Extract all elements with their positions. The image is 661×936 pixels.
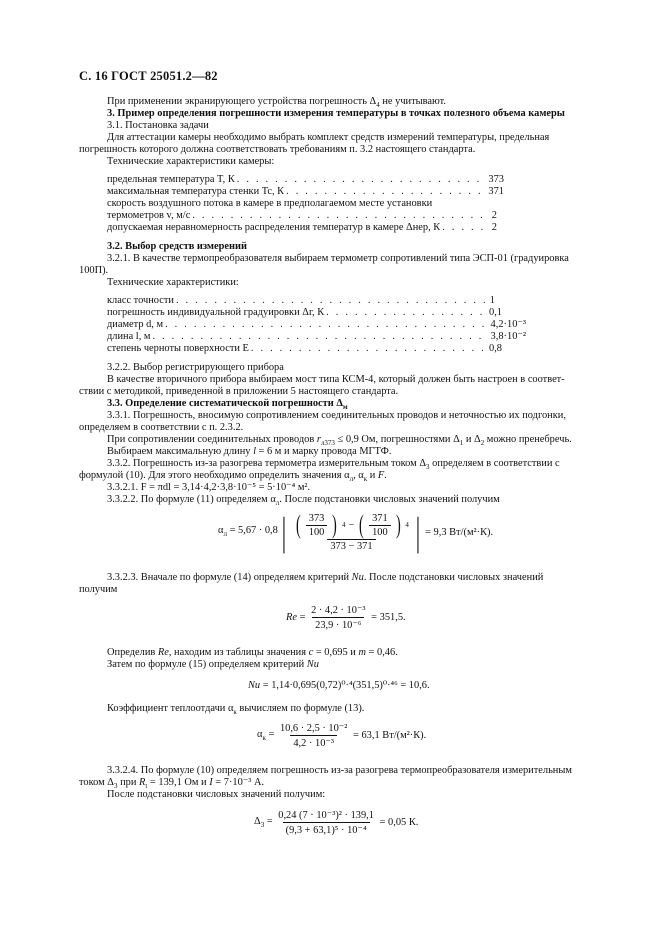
paragraph-3-2-1: 3.2.1. В качестве термопреобразователя выбираем термометр сопротивлений типа ЭСП-01 (градуировка xyxy=(107,253,569,264)
spec-row-wall-temp: максимальная температура стенки Tc, К . . . 371 xyxy=(107,186,504,198)
paragraph-3-3-2-4-cont: током $\Delta_3$ при $R_t = 139,1$ Ом и I = 7·10⁻³ А. xyxy=(79,777,265,791)
paragraph-attestation: Для аттестации камеры необходимо выбрать комплект средств измерений температуры, предельная xyxy=(107,132,550,143)
spec-row-nonuniformity: допускаемая неравномерность распределения температур в камере Δнер, К . . . 2 xyxy=(107,222,497,234)
paragraph-3-3-2-3: 3.3.2.3. Вначале по формуле (14) определяем критерий Nu. После подстановки числовых значений xyxy=(107,572,544,583)
paragraph-3-3-2-3-cont: получим xyxy=(79,584,118,595)
sensor-specs-title: Технические характеристики: xyxy=(107,277,239,288)
paragraph-3-2-1-cont: 100П). xyxy=(79,265,109,276)
section-3-2-heading: 3.2. Выбор средств измерений xyxy=(107,241,247,252)
paragraph-3-3-1: 3.3.1. Погрешность, вносимую сопротивлением соединительных проводов и неточностью их подгонки, xyxy=(107,410,566,421)
paragraph-shield: При применении экранирующего устройства погрешность $\Delta_4$ не учитывают. xyxy=(107,96,446,110)
section-3-3-heading: 3.3. Определение систематической погрешности $\Delta_м$ xyxy=(107,398,348,412)
spec-row-calibration: погрешность индивидуальной градуировки Δг, К . . . 0,1 xyxy=(107,307,502,319)
paragraph-wires: При сопротивлении соединительных проводов $r_{л373} \le 0,9$ Ом, погрешностями $\Delta_1$ и $\Delta_2$ можно пренебречь. xyxy=(107,434,572,448)
paragraph-3-3-2-4: 3.3.2.4. По формуле (10) определяем погрешность из-за разогрева термопреобразователя измерительным xyxy=(107,765,572,776)
spec-row-accuracy: класс точности . . . 1 xyxy=(107,295,495,307)
section-3-heading: 3. Пример определения погрешности измерения температуры в точках полезного объема камеры xyxy=(107,108,565,119)
spec-row-airflow: термометров v, м/с . . . 2 xyxy=(107,210,497,222)
formula-delta-3: $\Delta_3$ = $\frac{\text{0,24 (7 · 10⁻³)² · 139,1}}{\text{(9,3 + 63,1)⁵ · 10⁻⁴}}$ = 0,05 К. xyxy=(254,810,419,836)
paragraph-bridge: В качестве вторичного прибора выбираем мост типа КСМ-4, который должен быть настроен в соответ- xyxy=(107,374,565,385)
paragraph-attestation-cont: погрешность которого должна соответствовать требованиям п. 3.2 настоящего стандарта. xyxy=(79,144,476,155)
formula-re: Re = $\frac{\text{2 · 4,2 · 10⁻³}}{\text{23,9 · 10⁻⁶}}$ = 351,5. xyxy=(286,605,406,631)
paragraph-substitution: После подстановки числовых значений получим: xyxy=(107,789,326,800)
page-header: С. 16 ГОСТ 25051.2—82 xyxy=(79,69,218,83)
paragraph-wire-length: Выбираем максимальную длину l = 6 м и марку провода МГТФ. xyxy=(107,446,392,457)
spec-row-emissivity: степень черноты поверхности E . . . 0,8 xyxy=(107,343,502,355)
spec-row-airflow-label: скорость воздушного потока в камере в предполагаемом месте установки xyxy=(107,198,433,209)
spec-row-limit-temp: предельная температура T, К . . . 373 xyxy=(107,174,504,186)
chamber-specs-title: Технические характеристики камеры: xyxy=(107,156,275,167)
paragraph-3-3-2-1: 3.3.2.1. F = πdl = 3,14·4,2·3,8·10⁻⁵ = 5·10⁻⁴ м². xyxy=(107,482,311,493)
formula-nu: Nu = 1,14·0,695(0,72)⁰·⁴(351,5)⁰·⁴⁶ = 10,6. xyxy=(248,680,430,691)
spec-row-length: длина l, м . . . 3,8·10⁻² xyxy=(107,331,526,343)
paragraph-table-values: Определив Re, находим из таблицы значения c = 0,695 и m = 0,46. xyxy=(107,647,398,658)
spec-row-diameter: диаметр d, м . . . 4,2·10⁻³ xyxy=(107,319,526,331)
paragraph-heat-transfer: Коэффициент теплоотдачи $\alpha_к$ вычисляем по формуле (13). xyxy=(107,703,365,717)
paragraph-3-3-2: 3.3.2. Погрешность из-за разогрева термометра измерительным током $\Delta_3$ определяем в соответствии с xyxy=(107,458,560,472)
paragraph-3-3-1-cont: определяем в соответствии с п. 2.3.2. xyxy=(79,422,244,433)
paragraph-3-3-2-2: 3.3.2.2. По формуле (11) определяем $\alpha_л$. После подстановки числовых значений получим xyxy=(107,494,500,508)
formula-alpha-k: $\alpha_к$ = $\frac{\text{10,6 · 2,5 · 10⁻²}}{\text{4,2 · 10⁻³}}$ = 63,1 Вт/(м²·К). xyxy=(257,723,427,749)
section-3-1-heading: 3.1. Постановка задачи xyxy=(107,120,209,131)
formula-alpha-l: $\alpha_л = 5,67 \cdot 0,8$ | ( $\frac{373}{100}$ ) 4 − ( $\frac{371}{100}$ ) 4 373 − 371 | = 9,3 Вт/(м²·К). xyxy=(218,509,494,554)
section-3-2-2-heading: 3.2.2. Выбор регистрирующего прибора xyxy=(107,362,284,373)
paragraph-3-3-2-cont: формулой (10). Для этого необходимо определить значения $\alpha_л$, $\alpha_к$ и F. xyxy=(79,470,387,484)
paragraph-bridge-cont: ствии с методикой, приведенной в приложении 5 настоящего стандарта. xyxy=(79,386,399,397)
paragraph-nu-criterion: Затем по формуле (15) определяем критерий Nu xyxy=(107,659,319,670)
